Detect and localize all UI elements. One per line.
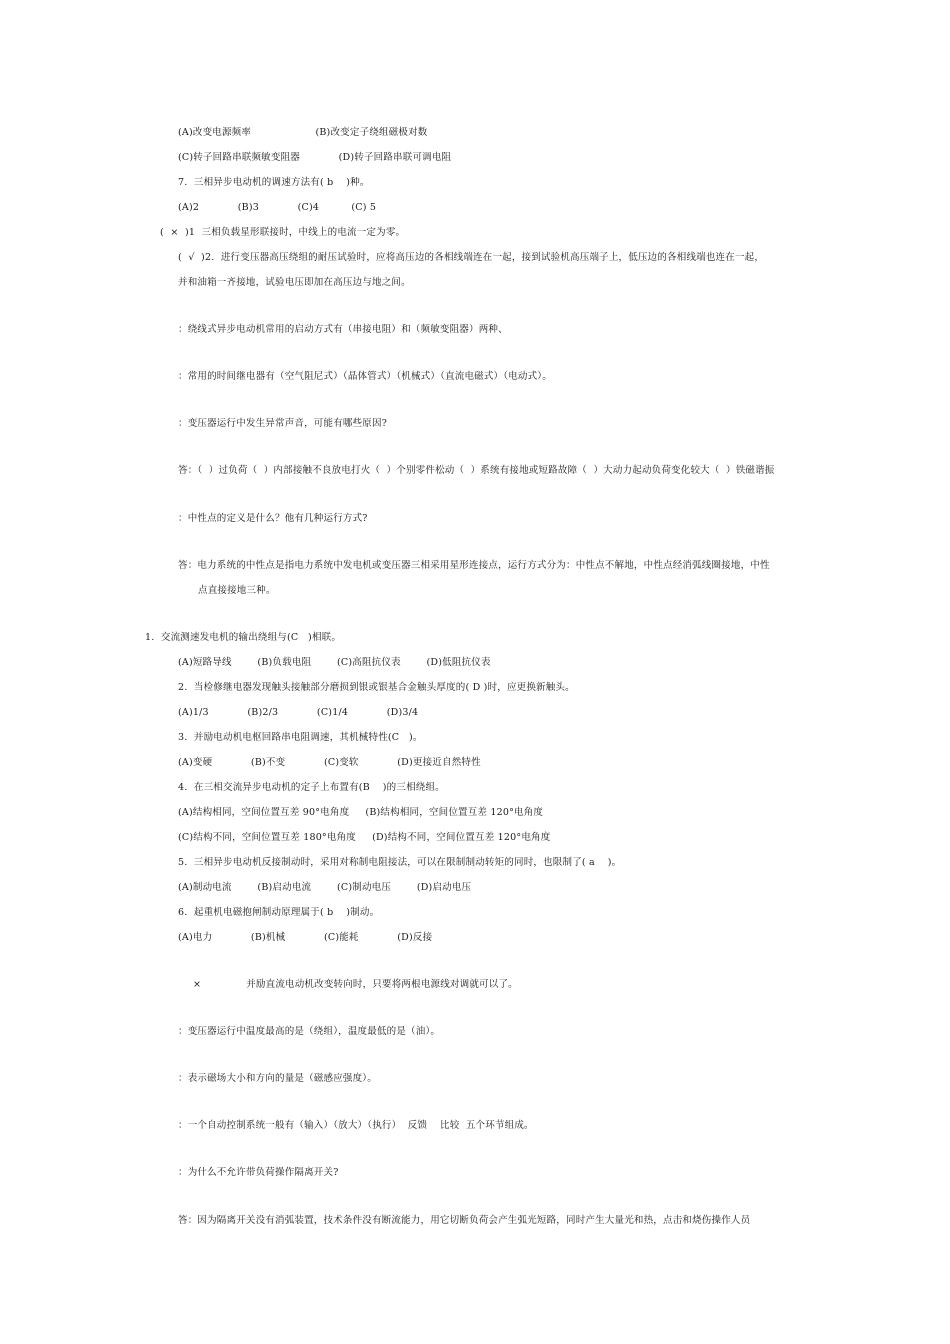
true-false-item: ( × )1 三相负载星形联接时，中线上的电流一定为零。 bbox=[160, 227, 406, 238]
option-line: (A)结构相同，空间位置互差 90°电角度 (B)结构相同，空间位置互差 120°电角度 bbox=[178, 807, 544, 818]
answer-line: 答：因为隔离开关没有消弧装置，技术条件没有断流能力，用它切断负荷会产生弧光短路，同时产生大量光和热，点击和烧伤操作人员 bbox=[178, 1215, 751, 1226]
option-line: (A)短路导线 (B)负载电阻 (C)高阻抗仪表 (D)低阻抗仪表 bbox=[178, 657, 491, 668]
fill-in-item: ：常用的时间继电器有（空气阻尼式）（晶体管式）（机械式）（直流电磁式）（电动式）。 bbox=[178, 371, 552, 382]
option-line: (A)变硬 (B)不变 (C)变软 (D)更接近自然特性 bbox=[178, 757, 481, 768]
question-line: 1. 交流测速发电机的输出绕组与(C )相联。 bbox=[145, 632, 342, 643]
option-line: (A)制动电流 (B)启动电流 (C)制动电压 (D)启动电压 bbox=[178, 882, 472, 893]
question-line: 3. 并励电动机电枢回路串电阻调速，其机械特性(C )。 bbox=[178, 732, 423, 743]
question-line: 6. 起重机电磁抱闸制动原理属于( b )制动。 bbox=[178, 907, 380, 918]
short-answer-question: ：为什么不允许带负荷操作隔离开关? bbox=[178, 1167, 339, 1178]
question-line: 5. 三相异步电动机反接制动时，采用对称制电阻接法，可以在限制制动转矩的同时，也限制了( a )。 bbox=[178, 857, 622, 868]
text-line: 并和油箱一齐接地，试验电压即加在高压边与地之间。 bbox=[178, 277, 411, 288]
answer-line: 答：（ ）过负荷（ ）内部接触不良放电打火（ ）个别零件松动（ ）系统有接地或短路故障（ ）大动力起动负荷变化较大（ ）铁磁谐振 bbox=[178, 465, 775, 476]
fill-in-item: ：一个自动控制系统一般有（输入）（放大）（执行） 反馈 比较 五个环节组成。 bbox=[178, 1120, 534, 1131]
option-line: (A)改变电源频率 (B)改变定子绕组磁极对数 bbox=[178, 127, 428, 138]
option-line: (C)转子回路串联频敏变阻器 (D)转子回路串联可调电阻 bbox=[178, 152, 452, 163]
question-line: 7. 三相异步电动机的调速方法有( b )种。 bbox=[178, 177, 370, 188]
true-false-item: × 并励直流电动机改变转向时，只要将两根电源线对调就可以了。 bbox=[193, 979, 518, 990]
question-line: 2. 当检修继电器发现触头接触部分磨损到银或银基合金触头厚度的( D )时，应更换新触头。 bbox=[178, 682, 575, 693]
answer-line: 答：电力系统的中性点是指电力系统中发电机或变压器三相采用星形连接点，运行方式分为：中性点不解地，中性点经消弧线圈接地，中性 bbox=[178, 560, 770, 571]
option-line: (A)2 (B)3 (C)4 (C) 5 bbox=[178, 202, 377, 213]
question-line: 4. 在三相交流异步电动机的定子上布置有(B )的三相绕组。 bbox=[178, 782, 445, 793]
short-answer-question: ：中性点的定义是什么？他有几种运行方式? bbox=[178, 513, 368, 524]
option-line: (A)电力 (B)机械 (C)能耗 (D)反接 bbox=[178, 932, 433, 943]
option-line: (A)1/3 (B)2/3 (C)1/4 (D)3/4 bbox=[178, 707, 419, 718]
fill-in-item: ：表示磁场大小和方向的量是（磁感应强度）。 bbox=[178, 1073, 377, 1084]
fill-in-item: ：变压器运行中温度最高的是（绕组），温度最低的是（油）。 bbox=[178, 1026, 441, 1037]
fill-in-item: ：绕线式异步电动机常用的启动方式有（串接电阻）和（频敏变阻器）两种、 bbox=[178, 324, 508, 335]
short-answer-question: ：变压器运行中发生异常声音，可能有哪些原因? bbox=[178, 418, 387, 429]
option-line: (C)结构不同，空间位置互差 180°电角度 (D)结构不同，空间位置互差 120°电角度 bbox=[178, 832, 551, 843]
true-false-item: ( √ )2. 进行变压器高压绕组的耐压试验时，应将高压边的各相线端连在一起，接到试验机高压端子上，低压边的各相线端也连在一起， bbox=[178, 252, 765, 263]
answer-line: 点直接接地三种。 bbox=[198, 585, 276, 596]
